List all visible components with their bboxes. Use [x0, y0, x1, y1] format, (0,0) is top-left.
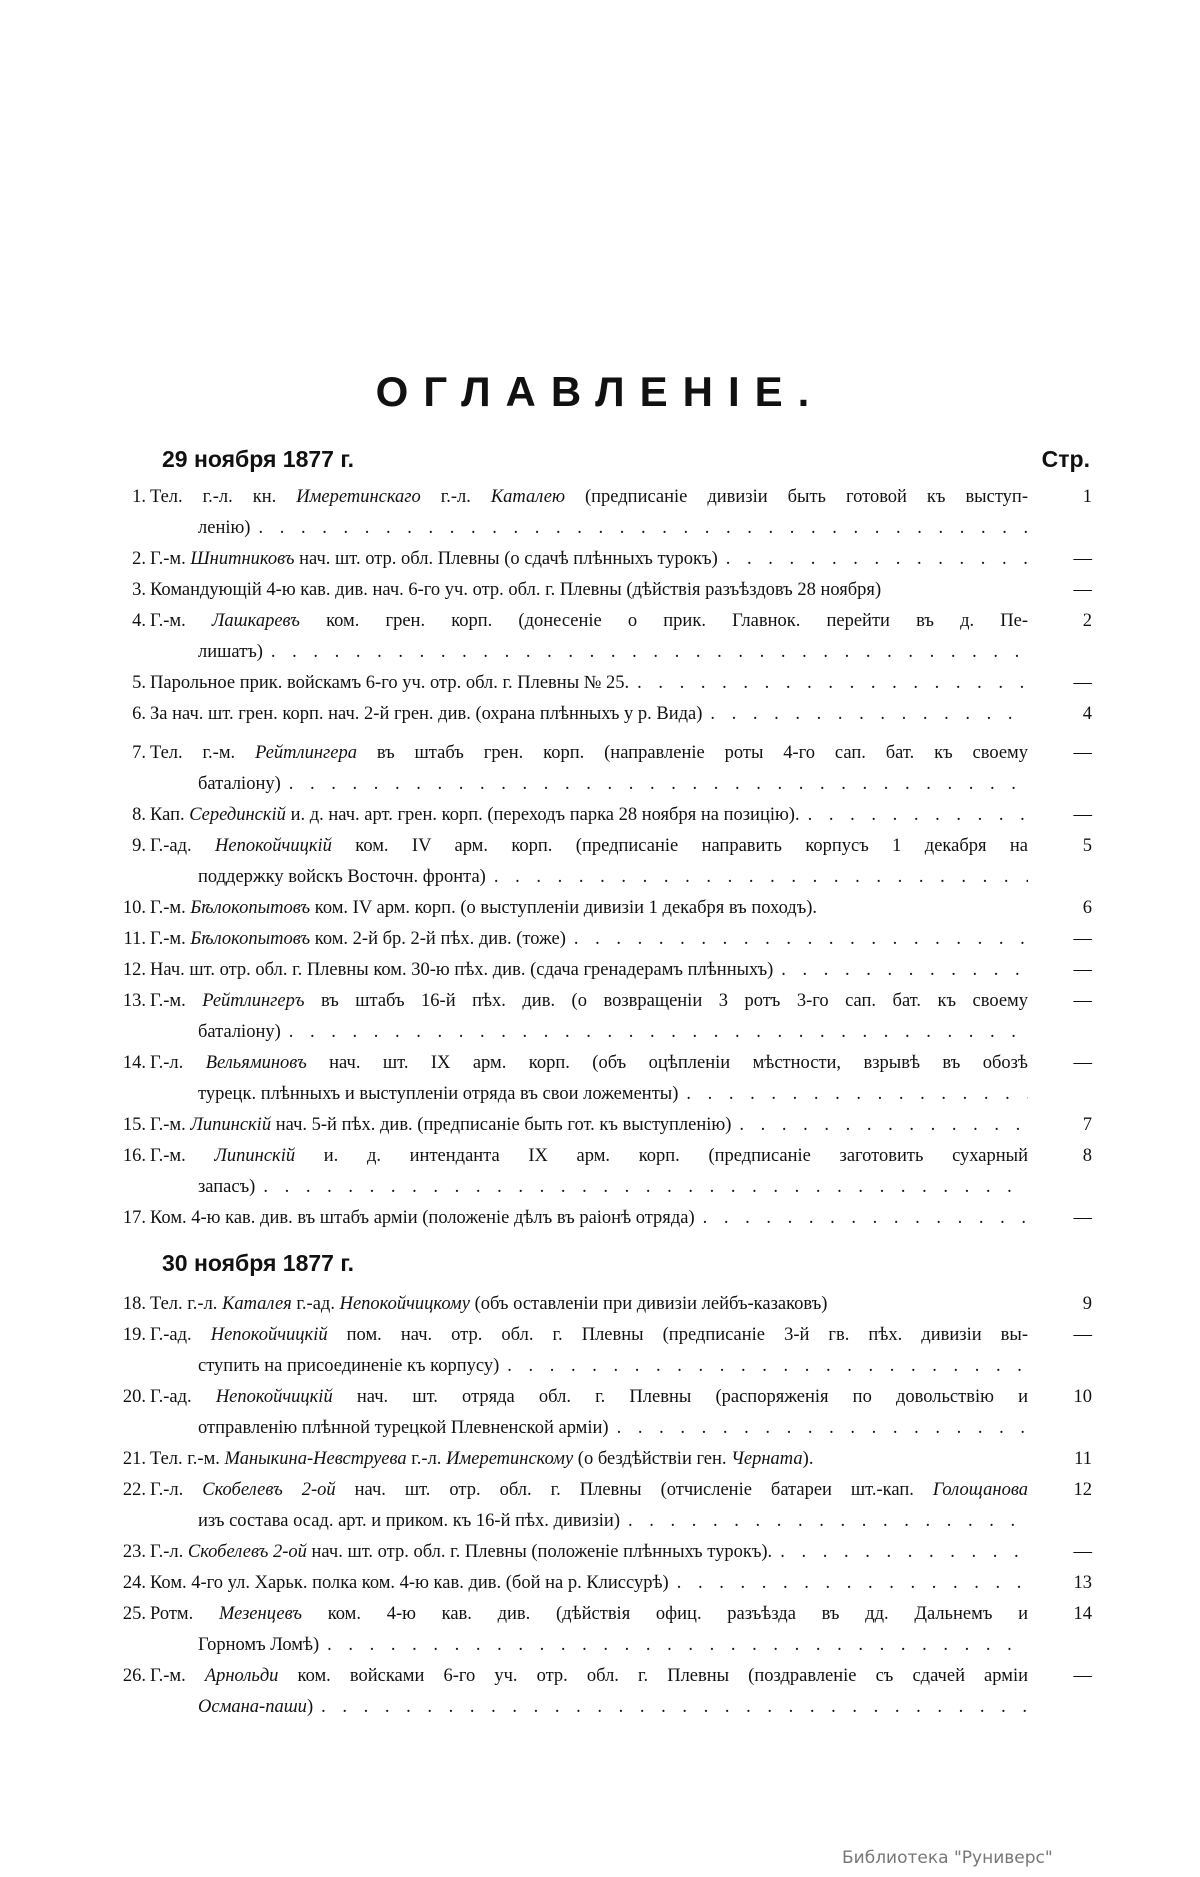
entry-text-segment: въ штабъ 16-й пѣх. див. (о возвращеніи 3 ротъ 3-го сап. бат. къ своему [304, 991, 1028, 1011]
entry-text-segment: Командующій 4-ю кав. див. нач. 6-го уч. отр. обл. г. Плевны (дѣйствія разъѣздовъ 28 ноября) [150, 580, 882, 600]
entry-line [150, 1048, 1028, 1079]
entry-text [198, 1172, 255, 1203]
entry-line [150, 1289, 1028, 1320]
dot-leader [486, 862, 1028, 893]
entry-text-segment: нач. шт. отр. обл. г. Плевны (положеніе плѣнныхъ турокъ). [306, 1542, 773, 1562]
entry-line [198, 1351, 1028, 1382]
page-number: 13 [1073, 1573, 1092, 1593]
entry-text-segment: Ротм. [150, 1604, 219, 1624]
entry-line [150, 738, 1028, 769]
page-number: 8 [1082, 1146, 1092, 1166]
entry-number: 24. [122, 1573, 146, 1593]
entry-text [198, 1079, 678, 1110]
person-name: Имеретинскаго [296, 487, 421, 507]
dot-leader [255, 1172, 1028, 1203]
entry-number: 22. [122, 1480, 146, 1500]
entry-text-segment: Ком. 4-го ул. Харьк. полка ком. 4-ю кав. див. (бой на р. Клиссурѣ) [150, 1573, 669, 1593]
entry-text-segment: ). [802, 1449, 814, 1469]
entry-text-segment: Нач. шт. отр. обл. г. Плевны ком. 30-ю пѣх. див. (сдача гренадерамъ плѣнныхъ) [150, 960, 774, 980]
dot-leader [695, 1203, 1028, 1234]
toc-entry [100, 1110, 1100, 1141]
page-number: 4 [1082, 704, 1092, 724]
entry-number: 18. [122, 1294, 146, 1314]
person-name: Скобелевъ 2-ой [187, 1542, 307, 1562]
page-number: 7 [1082, 1115, 1092, 1135]
person-name: Непокойчицкій [215, 1387, 333, 1407]
entry-line [150, 1382, 1028, 1413]
entry-text-segment: нач. шт. отр. обл. Плевны (о сдачѣ плѣнныхъ турокъ) [294, 549, 718, 569]
spacer [813, 1444, 1028, 1475]
entry-text [150, 893, 817, 924]
entry-line [150, 1599, 1028, 1630]
entry-text-segment: Г.-ад. [150, 836, 216, 856]
page-number: — [1073, 805, 1092, 825]
entry-text [150, 955, 773, 986]
toc-entry [100, 575, 1100, 606]
person-name: Арнольди [204, 1666, 279, 1686]
person-name: Липинскій [214, 1146, 296, 1166]
toc-entry [100, 1599, 1100, 1661]
entry-number: 25. [122, 1604, 146, 1624]
dot-leader [800, 800, 1028, 831]
entry-number: 2. [132, 549, 146, 569]
person-name: Скобелевъ 2-ой [202, 1480, 336, 1500]
person-name: Бѣлокопытовъ [190, 898, 311, 918]
toc-entry [100, 1444, 1100, 1475]
toc-entry [100, 986, 1100, 1048]
dot-leader [678, 1079, 1028, 1110]
entry-text-segment: ком. войсками 6-го уч. отр. обл. г. Плевны (поздравленіе съ сдачей арміи [278, 1666, 1028, 1686]
person-name: Рейтлингеръ [202, 991, 305, 1011]
entry-text-segment: отправленію плѣнной турецкой Плевненской арміи) [198, 1418, 609, 1438]
entry-text-segment: нач. 5-й пѣх. див. (предписаніе быть гот. къ выступленію) [271, 1115, 732, 1135]
entry-text-segment: лишатъ) [198, 642, 263, 662]
entry-line [150, 544, 1028, 575]
toc-entry [100, 699, 1100, 730]
page-number: — [1073, 1325, 1092, 1345]
entry-text-segment: и. д. интенданта IX арм. корп. (предписаніе заготовить сухарный [295, 1146, 1028, 1166]
entry-line [150, 668, 1028, 699]
entry-line [150, 955, 1028, 986]
entry-text [198, 637, 263, 668]
entry-text [198, 1351, 499, 1382]
entry-text [198, 862, 486, 893]
page-number: 5 [1082, 836, 1092, 856]
entry-text-segment: Тел. г.-м. [150, 1449, 225, 1469]
dot-leader [313, 1692, 1028, 1723]
person-name: Маныкина-Невструева [224, 1449, 407, 1469]
entry-number: 1. [132, 487, 146, 507]
page-number: — [1073, 929, 1092, 949]
entry-number: 9. [132, 836, 146, 856]
page-column-label: Стр. [1041, 446, 1090, 472]
toc-entry [100, 544, 1100, 575]
entry-line [150, 482, 1028, 513]
dot-leader [702, 699, 1028, 730]
entry-number: 20. [122, 1387, 146, 1407]
dot-leader [566, 924, 1028, 955]
entry-text-segment: Тел. г.-л. [150, 1294, 223, 1314]
toc-entry [100, 1141, 1100, 1203]
entry-text-segment: Тел. г.-м. [150, 743, 256, 763]
person-name: Липинскій [190, 1115, 272, 1135]
page-number: 12 [1073, 1480, 1092, 1500]
entry-text [150, 1203, 695, 1234]
page-number: — [1073, 1208, 1092, 1228]
entry-number: 12. [122, 960, 146, 980]
entry-line [150, 986, 1028, 1017]
entry-number: 5. [132, 673, 146, 693]
page-number: — [1073, 549, 1092, 569]
entry-text [150, 800, 800, 831]
dot-leader [609, 1413, 1028, 1444]
entry-text-segment: Г.-ад. [150, 1325, 211, 1345]
entry-number: 21. [122, 1449, 146, 1469]
page-number: 9 [1082, 1294, 1092, 1314]
entry-number: 6. [132, 704, 146, 724]
entry-line [198, 769, 1028, 800]
toc-entry [100, 1661, 1100, 1723]
dot-leader [731, 1110, 1028, 1141]
entry-text [198, 1630, 319, 1661]
person-name: Каталея [222, 1294, 292, 1314]
entry-line [150, 1661, 1028, 1692]
entry-line [150, 1320, 1028, 1351]
toc-entry [100, 955, 1100, 986]
page-number: — [1073, 991, 1092, 1011]
entry-text-segment: въ штабъ грен. корп. (направленіе роты 4-го сап. бат. къ своему [356, 743, 1028, 763]
page-title: ОГЛАВЛЕНІЕ. [375, 368, 825, 415]
toc-entry [100, 1048, 1100, 1110]
entry-number: 14. [122, 1053, 146, 1073]
entry-number: 17. [122, 1208, 146, 1228]
toc-entry [100, 924, 1100, 955]
entry-text-segment: Г.-м. [150, 1115, 191, 1135]
entry-text-segment: Г.-л. [150, 1480, 203, 1500]
dot-leader [319, 1630, 1028, 1661]
entry-line [198, 862, 1028, 893]
entry-number: 13. [122, 991, 146, 1011]
person-name: Вельяминовъ [205, 1053, 307, 1073]
page-number: 6 [1082, 898, 1092, 918]
entry-line [150, 1203, 1028, 1234]
toc-entry [100, 1320, 1100, 1382]
entry-line [150, 831, 1028, 862]
page-number: — [1073, 1053, 1092, 1073]
entry-line [150, 924, 1028, 955]
spacer [827, 1289, 1028, 1320]
entry-text-segment: Парольное прик. войскамъ 6-го уч. отр. обл. г. Плевны № 25. [150, 673, 630, 693]
entry-line [198, 637, 1028, 668]
entry-text-segment: Г.-м. [150, 929, 191, 949]
entry-text-segment: ком. IV арм. корп. (о выступленіи дивизіи 1 декабря въ походъ). [310, 898, 818, 918]
entry-text-segment: г.-л. [420, 487, 491, 507]
dot-leader [263, 637, 1028, 668]
entry-line [150, 1110, 1028, 1141]
entry-number: 16. [122, 1146, 146, 1166]
entry-number: 19. [122, 1325, 146, 1345]
dot-leader [629, 668, 1028, 699]
toc-entry [100, 1568, 1100, 1599]
toc-entry [100, 482, 1100, 544]
entry-text [150, 924, 566, 955]
person-name: Непокойчицкій [215, 836, 332, 856]
entry-number: 8. [132, 805, 146, 825]
page-number: — [1073, 743, 1092, 763]
entry-text [150, 544, 718, 575]
entry-text-segment: ком. грен. корп. (донесеніе о прик. Главнок. перейти въ д. Пе- [299, 611, 1028, 631]
entry-line [198, 1630, 1028, 1661]
entry-line [198, 1506, 1028, 1537]
entry-line [150, 606, 1028, 637]
entry-line [198, 1017, 1028, 1048]
toc-entry [100, 1382, 1100, 1444]
entry-text-segment: баталіону) [198, 774, 281, 794]
entry-text-segment: ленію) [198, 518, 251, 538]
entry-line [150, 1141, 1028, 1172]
entry-text-segment: ком. IV арм. корп. (предписаніе направить корпусъ 1 декабря на [331, 836, 1028, 856]
person-name: Серединскій [189, 805, 286, 825]
person-name: Мезенцевъ [218, 1604, 303, 1624]
entry-text-segment: Ком. 4-ю кав. див. въ штабъ арміи (положеніе дѣлъ въ раіонѣ отряда) [150, 1208, 695, 1228]
entry-number: 15. [122, 1115, 146, 1135]
entry-text-segment: Кап. [150, 805, 190, 825]
dot-leader [620, 1506, 1028, 1537]
entry-line [150, 1475, 1028, 1506]
spacer [817, 893, 1028, 924]
entry-text [150, 668, 629, 699]
entry-text-segment: (объ оставленіи при дивизіи лейбъ-казаковъ) [469, 1294, 828, 1314]
entry-line [198, 1079, 1028, 1110]
entry-text-segment: запасъ) [198, 1177, 256, 1197]
entry-line [198, 1413, 1028, 1444]
dot-leader [281, 1017, 1028, 1048]
person-name: Имеретинскому [446, 1449, 574, 1469]
page-number: — [1073, 580, 1092, 600]
dot-leader [772, 1537, 1028, 1568]
entry-text-segment: ком. 4-ю кав. див. (дѣйствія офиц. разъѣзда въ дд. Дальнемъ и [302, 1604, 1028, 1624]
dot-leader [250, 513, 1028, 544]
entry-text [198, 1017, 281, 1048]
entry-text [150, 1110, 731, 1141]
toc-entry [100, 1289, 1100, 1320]
entry-text [198, 1692, 313, 1723]
person-name: Каталею [490, 487, 566, 507]
toc-entry [100, 1537, 1100, 1568]
entry-text [150, 1289, 827, 1320]
entry-text-segment: турецк. плѣнныхъ и выступленіи отряда въ свои ложементы) [198, 1084, 679, 1104]
entry-text-segment: баталіону) [198, 1022, 281, 1042]
entry-number: 7. [132, 743, 146, 763]
page-number: 10 [1073, 1387, 1092, 1407]
entry-text-segment: нач. шт. IX арм. корп. (объ оцѣпленіи мѣстности, взрывѣ въ обозѣ [306, 1053, 1028, 1073]
entry-text-segment: (предписаніе дивизіи быть готовой къ выступ- [565, 487, 1028, 507]
toc-entry [100, 1203, 1100, 1234]
person-name: Лашкаревъ [211, 611, 300, 631]
entry-text-segment: Г.-м. [150, 898, 191, 918]
entry-text-segment: Г.-м. [150, 549, 191, 569]
entry-line [198, 513, 1028, 544]
person-name: Рейтлингера [255, 743, 357, 763]
person-name: Черната [731, 1449, 803, 1469]
dot-leader [281, 769, 1028, 800]
entry-text [150, 1568, 669, 1599]
page-number: 11 [1074, 1449, 1092, 1469]
entry-text [150, 1537, 772, 1568]
page-number: — [1073, 673, 1092, 693]
entry-text-segment: г.-л. [406, 1449, 447, 1469]
entry-text-segment: Горномъ Ломѣ) [198, 1635, 320, 1655]
toc-entry [100, 893, 1100, 924]
person-name: Непокойчицкому [339, 1294, 470, 1314]
entry-text-segment: Г.-л. [150, 1542, 188, 1562]
entry-text-segment: Г.-м. [150, 1666, 205, 1686]
entry-line [150, 699, 1028, 730]
spacer [881, 575, 1028, 606]
entry-text [150, 699, 702, 730]
entry-text [198, 1506, 620, 1537]
entry-text-segment: За нач. шт. грен. корп. нач. 2-й грен. див. (охрана плѣнныхъ у р. Вида) [150, 704, 703, 724]
toc-entry [100, 831, 1100, 893]
entry-text [198, 513, 250, 544]
entry-text-segment: г.-ад. [291, 1294, 340, 1314]
dot-leader [718, 544, 1028, 575]
entry-line [150, 893, 1028, 924]
entry-text-segment: пом. нач. отр. обл. г. Плевны (предписаніе 3-й гв. пѣх. дивизіи вы- [327, 1325, 1028, 1345]
section-heading-nov-29: 29 ноября 1877 г. [162, 446, 355, 472]
entry-text-segment: ступить на присоединеніе къ корпусу) [198, 1356, 500, 1376]
entry-text-segment: изъ состава осад. арт. и приком. къ 16-й пѣх. дивизіи) [198, 1511, 620, 1531]
entry-text-segment: нач. шт. отряда обл. г. Плевны (распоряженія по довольствію и [332, 1387, 1028, 1407]
toc-entry [100, 668, 1100, 699]
entry-text-segment: Г.-л. [150, 1053, 206, 1073]
entry-number: 11. [123, 929, 146, 949]
entry-text-segment: ком. 2-й бр. 2-й пѣх. див. (тоже) [310, 929, 566, 949]
entry-text-segment: Г.-м. [150, 611, 212, 631]
entry-text-segment: ) [306, 1697, 314, 1717]
entry-text-segment: Г.-ад. [150, 1387, 216, 1407]
toc-entry [100, 1475, 1100, 1537]
entry-number: 3. [132, 580, 146, 600]
entry-text [150, 575, 881, 606]
entry-line [150, 800, 1028, 831]
person-name: Голощанова [932, 1480, 1028, 1500]
page-number: — [1073, 1542, 1092, 1562]
entry-number: 4. [132, 611, 146, 631]
dot-leader [499, 1351, 1028, 1382]
entry-text-segment: нач. шт. отр. обл. г. Плевны (отчисленіе батареи шт.-кап. [335, 1480, 933, 1500]
entry-text-segment: (о бездѣйствіи ген. [573, 1449, 732, 1469]
entry-text-segment: и. д. нач. арт. грен. корп. (переходъ парка 28 ноября на позицію). [285, 805, 800, 825]
entry-line [150, 1568, 1028, 1599]
entry-number: 26. [122, 1666, 146, 1686]
entry-text-segment: поддержку войскъ Восточн. фронта) [198, 867, 486, 887]
page-number: 14 [1073, 1604, 1092, 1624]
person-name: Непокойчицкій [210, 1325, 328, 1345]
person-name: Бѣлокопытовъ [190, 929, 311, 949]
section-heading-nov-30: 30 ноября 1877 г. [162, 1250, 355, 1276]
entry-number: 10. [122, 898, 146, 918]
entry-text [150, 1444, 813, 1475]
entry-text-segment: Г.-м. [150, 991, 203, 1011]
page-number: — [1073, 960, 1092, 980]
toc-entry [100, 606, 1100, 668]
entry-line [198, 1172, 1028, 1203]
entry-line [150, 1537, 1028, 1568]
toc-list-nov-30 [100, 1289, 1100, 1723]
entry-text [198, 1413, 609, 1444]
person-name: Шнитниковъ [190, 549, 295, 569]
toc-entry [100, 738, 1100, 800]
entry-line [150, 575, 1028, 606]
entry-number: 23. [122, 1542, 146, 1562]
dot-leader [773, 955, 1028, 986]
page-number: 2 [1082, 611, 1092, 631]
entry-text-segment: Г.-м. [150, 1146, 215, 1166]
page-number: 1 [1082, 487, 1092, 507]
entry-text [198, 769, 281, 800]
dot-leader [669, 1568, 1028, 1599]
entry-line [150, 1444, 1028, 1475]
page-number: — [1073, 1666, 1092, 1686]
toc-entry [100, 800, 1100, 831]
toc-list-nov-29 [100, 482, 1100, 1234]
entry-text-segment: Тел. г.-л. кн. [150, 487, 297, 507]
entry-line [198, 1692, 1028, 1723]
library-watermark: Библиотека "Руниверс" [842, 1848, 1053, 1868]
person-name: Османа-паши [198, 1697, 307, 1717]
